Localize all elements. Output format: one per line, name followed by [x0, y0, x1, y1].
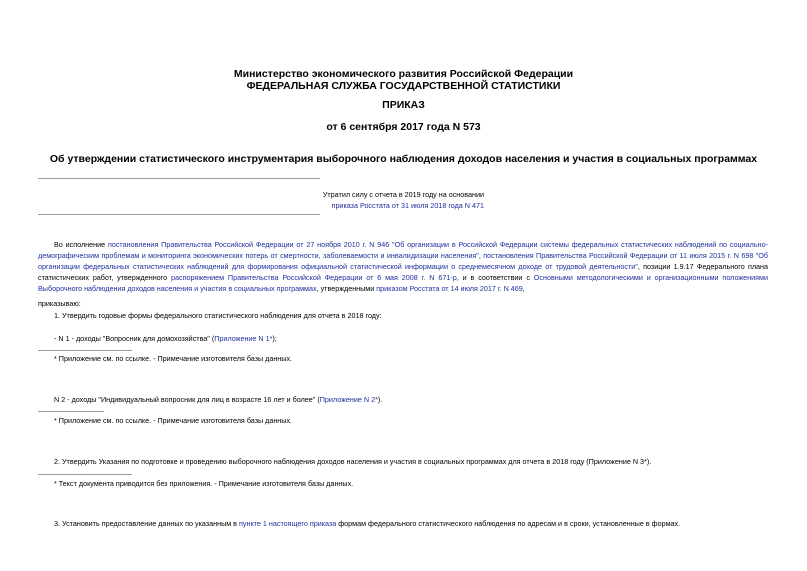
- preamble-text-6: ,: [522, 284, 525, 293]
- footnote-3: * Текст документа приводится без приложения. - Примечание изготовителя базы данных.: [54, 479, 354, 488]
- status-top-divider: [38, 178, 320, 179]
- item-2: 2. Утвердить Указания по подготовке и проведению выборочного наблюдения доходов населения и участия в социальных программах для отчета в 2018 году (Приложение N 3*).: [54, 457, 652, 466]
- item-3-tail: формам федерального статистического наблюдения по адресам и в сроки, установленные в формах.: [336, 519, 681, 528]
- decree-698-link[interactable]: постановления Правительства Российской Федерации от 11 июля 2015 г. N 698 "Об организации федеральных статистических наблюдений для формирования официальной статистической информации о среднемесячном доходе от трудовой деятельности": [38, 251, 768, 271]
- footnote-2-divider: [38, 411, 104, 412]
- item-1-reference-link[interactable]: пункте 1 настоящего приказа: [239, 519, 337, 528]
- document-type: ПРИКАЗ: [382, 99, 425, 111]
- footnote-3-divider: [38, 474, 132, 475]
- service-name: ФЕДЕРАЛЬНАЯ СЛУЖБА ГОСУДАРСТВЕННОЙ СТАТИСТИКИ: [246, 80, 561, 92]
- preamble-text-2: ,: [478, 251, 484, 260]
- appendix-1-link[interactable]: Приложение N 1*: [214, 334, 273, 343]
- footnote-1: * Приложение см. по ссылке. - Примечание изготовителя базы данных.: [54, 354, 293, 363]
- preamble-text-3: , позиции 1.9.17 Федерального плана статистических работ, утвержденного: [38, 262, 769, 282]
- order-671r-link[interactable]: распоряжением Правительства Российской Федерации от 6 мая 2008 г. N 671-р: [171, 273, 457, 282]
- form-1-line: [54, 333, 277, 344]
- appendix-2-link[interactable]: Приложение N 2*: [319, 395, 378, 404]
- preamble-paragraph: [38, 239, 768, 294]
- item-3: [54, 518, 680, 529]
- decree-946-link[interactable]: постановления Правительства Российской Федерации от 27 ноября 2010 г. N 946 "Об организации в Российской Федерации системы федеральных статистических наблюдений по социально-демографическим проблемам и мониторинга экономических потерь от смертности, заболеваемости и инвалидизации населения": [38, 240, 768, 260]
- preamble-text-4: , и в соответствии с: [456, 273, 534, 282]
- form-2-close: ).: [377, 395, 383, 404]
- form-1-close: );: [272, 334, 277, 343]
- status-text: Утратил силу с отчета в 2019 году на основании: [322, 190, 484, 199]
- form-2-line: [54, 394, 382, 405]
- footnote-2: * Приложение см. по ссылке. - Примечание изготовителя базы данных.: [54, 416, 293, 425]
- document-date-number: от 6 сентября 2017 года N 573: [326, 121, 481, 133]
- footnote-1-divider: [38, 350, 132, 351]
- preamble-text-5: , утвержденными: [316, 284, 377, 293]
- orders-word: приказываю:: [38, 299, 81, 308]
- status-bottom-divider: [38, 214, 320, 215]
- item-1: 1. Утвердить годовые формы федерального статистического наблюдения для отчета в 2018 году:: [54, 311, 382, 320]
- ministry-name: Министерство экономического развития Российской Федерации: [233, 68, 574, 80]
- item-3-text: 3. Установить предоставление данных по указанным в: [54, 519, 239, 528]
- form-2-text: N 2 - доходы "Индивидуальный вопросник для лиц в возрасте 16 лет и более" (: [54, 395, 320, 404]
- repeal-order-link[interactable]: приказа Росстата от 31 июля 2018 года N 471: [331, 201, 484, 210]
- order-469-link[interactable]: приказом Росстата от 14 июля 2017 г. N 469: [376, 284, 523, 293]
- document-title: Об утверждении статистического инструментария выборочного наблюдения доходов населения и участия в социальных программах: [49, 153, 758, 165]
- form-1-text: - N 1 - доходы "Вопросник для домохозяйства" (: [54, 334, 215, 343]
- status-link-wrap: [240, 200, 484, 211]
- preamble-text-1: Во исполнение: [54, 240, 108, 249]
- methodology-link[interactable]: Основными методологическими и организационными положениями Выборочного наблюдения доходов населения и участия в социальных программах: [38, 273, 768, 293]
